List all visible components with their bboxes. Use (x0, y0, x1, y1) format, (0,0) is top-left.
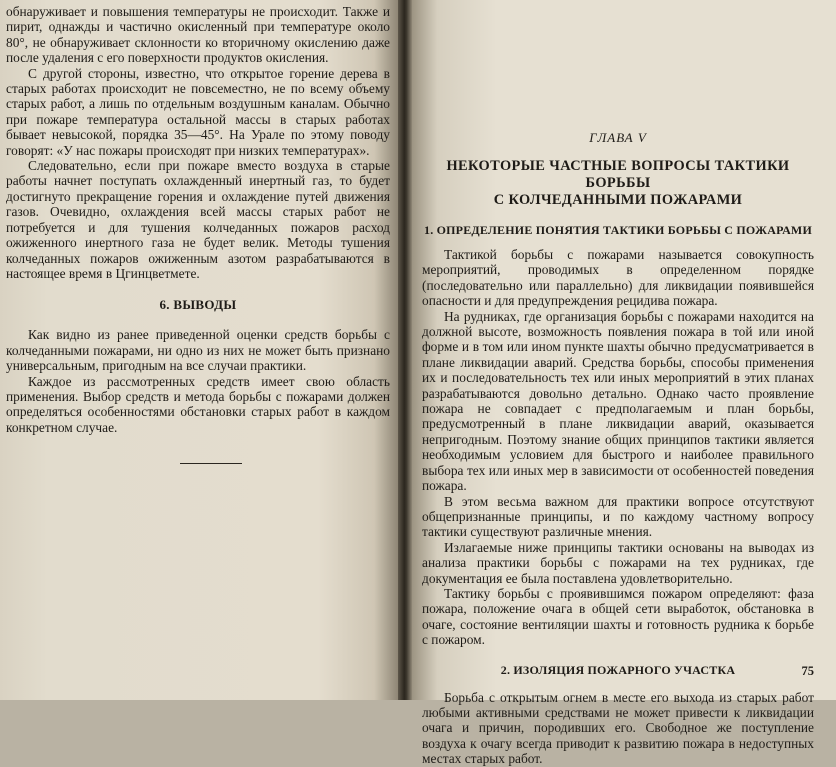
tactics-paragraph-1: Тактикой борьбы с пожарами называется совокупность мероприятий, проводимых в определенном порядке (последовательно или параллельно) для ликвидации появившейся опасности и для предупреждения рецидива пожара. (422, 247, 814, 309)
section-end-rule (180, 463, 242, 464)
section-heading-conclusions: 6. ВЫВОДЫ (159, 297, 237, 313)
conclusion-paragraph-2: Каждое из рассмотренных средств имеет свою область применения. Выбор средств и метода борьбы с пожарами должен определяться особенностями обстановки старых работ в каждом конкретном случае. (6, 373, 390, 435)
tactics-paragraph-3: В этом весьма важном для практики вопросе отсутствуют общепризнанные принципы, и по каждому частному вопросу тактики существуют различные мнения. (422, 493, 814, 540)
section-heading-tactics: 1. ОПРЕДЕЛЕНИЕ ПОНЯТИЯ ТАКТИКИ БОРЬБЫ С ПОЖАРАМИ (424, 223, 812, 237)
conclusion-paragraph-1: Как видно из ранее приведенной оценки средств борьбы с колчеданными пожарами, ни одно из них не может быть признано универсальным, пригодным на все случаи практики. (6, 327, 390, 374)
left-page (0, 0, 398, 700)
right-page (412, 0, 836, 767)
book-gutter (398, 0, 412, 700)
left-paragraph-2: С другой стороны, известно, что открытое горение дерева в старых работах происходит не повсеместно, не по всему объему старых работ, а лишь по отдельным воздушным каналам. Обычно при пожаре температура остальной массы в старых работах бывает невысокой, порядка 35—45°. На Урале по этому поводу говорят: «У нас пожары происходят при низких температурах». (6, 65, 390, 158)
isolation-paragraph: Борьба с открытым огнем в месте его выхода из старых работ любыми активными средствами не может привести к ликвидации очага и причин, породивших его. Свободное же поступление воздуха к очагу всегда приводит к развитию пожара в недоступных местах старых работ. (422, 689, 814, 767)
chapter-title (422, 158, 814, 209)
left-paragraph-1: обнаруживает и повышения температуры не происходит. Также и пирит, однажды и частично окисленный при температуре около 80°, не обнаруживает склонности ко вторичному окислению даже после удаления с его поверхности продуктов окисления. (6, 4, 390, 66)
tactics-paragraph-5: Тактику борьбы с проявившимся пожаром определяют: фаза пожара, положение очага в общей сети выработок, обстановка в очаге, состояние вентиляции шахты и готовность рудника к борьбе с пожаром. (422, 585, 814, 648)
tactics-paragraph-4: Излагаемые ниже принципы тактики основаны на выводах из анализа практики борьбы с пожарами на тех рудниках, где документация ее была поставлена удовлетворительно. (422, 539, 814, 586)
section-heading-isolation: 2. ИЗОЛЯЦИЯ ПОЖАРНОГО УЧАСТКА (500, 662, 736, 677)
page-number: 75 (801, 664, 814, 678)
chapter-title-line-1: НЕКОТОРЫЕ ЧАСТНЫЕ ВОПРОСЫ ТАКТИКИ БОРЬБЫ (446, 158, 790, 191)
left-paragraph-3: Следовательно, если при пожаре вместо воздуха в старые работы начнет поступать охлажденный инертный газ, то будет достигнуто прекращение горения и охлаждение путей движения газов. Очевидно, охлаждения всей массы старых работ не потребуется и для тушения колчеданных пожаров расход ожиженного инертного газа не будет велик. Методы тушения колчеданных пожаров ожиженным азотом разрабатываются в настоящее время в Цгинцветмете. (6, 158, 390, 281)
tactics-paragraph-2: На рудниках, где организация борьбы с пожарами находится на должной высоте, возможность появления пожара в той или иной форме и в том или ином пункте шахты обычно предусматривается в плане ликвидации аварий. Средства борьбы, способы применения их и последовательность тех или иных мероприятий в этих планах разрабатываются довольно детально. Однако часто проявление пожара не совпадает с предполагаемым и план борьбы, предусмотренный в плане ликвидации аварий, оказывается непригодным. Поэтому знание общих принципов тактики является необходимым условием для быстрого и наиболее правильного выбора тех или иных мер в зависимости от особенностей поведения пожара. (422, 308, 814, 494)
chapter-title-line-2: С КОЛЧЕДАННЫМИ ПОЖАРАМИ (493, 192, 743, 208)
chapter-label: ГЛАВА V (589, 130, 647, 145)
